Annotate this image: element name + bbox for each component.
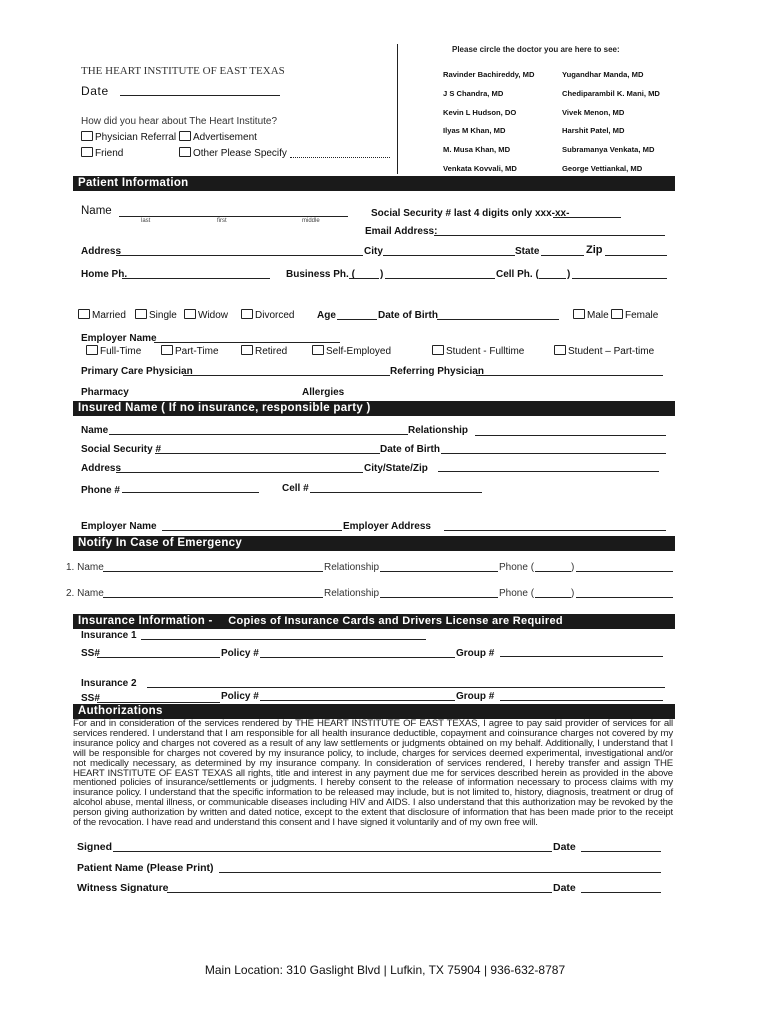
age-label: Age — [317, 310, 336, 321]
option-advertisement[interactable]: Advertisement — [179, 131, 257, 143]
insured-relationship-field[interactable] — [475, 435, 666, 436]
checkbox-icon — [81, 147, 93, 157]
zip-label: Zip — [586, 244, 603, 256]
insured-name-label: Name — [81, 425, 109, 436]
emergency-phone2-close: ) — [571, 588, 575, 599]
cell-phone-label: Cell Ph. ( — [496, 269, 539, 280]
checkbox-icon — [184, 309, 196, 319]
insured-cell-label: Cell # — [282, 483, 309, 494]
insurance1-policy-label: Policy # — [221, 648, 259, 659]
checkbox-icon — [241, 345, 253, 355]
doctor-option[interactable]: M. Musa Khan, MD — [443, 145, 511, 155]
insured-dob-label: Date of Birth — [380, 444, 440, 455]
option-widow[interactable]: Widow — [184, 309, 228, 321]
hear-question: How did you hear about The Heart Institute? — [81, 116, 278, 127]
option-single[interactable]: Single — [135, 309, 177, 321]
city-label: City — [364, 246, 383, 257]
emergency-phone1-field[interactable] — [576, 571, 673, 572]
witness-date-label: Date — [553, 882, 576, 894]
zip-field[interactable] — [605, 255, 667, 256]
patient-name-field[interactable] — [119, 216, 348, 217]
name-sub-last: last — [141, 218, 151, 224]
insurance1-group-field[interactable] — [500, 656, 663, 657]
insurance2-field[interactable] — [147, 687, 665, 688]
business-area-code-field[interactable] — [349, 278, 379, 279]
patient-print-label: Patient Name (Please Print) — [77, 862, 214, 874]
checkbox-icon — [611, 309, 623, 319]
doctor-list-right — [562, 66, 660, 179]
section-insurance — [73, 614, 675, 629]
emergency-name2-field[interactable] — [103, 597, 323, 598]
employer-name-label: Employer Name — [81, 333, 157, 344]
section-emergency: Notify In Case of Emergency — [73, 536, 675, 551]
emergency-relationship2-field[interactable] — [380, 597, 498, 598]
doctor-option[interactable]: Yugandhar Manda, MD — [562, 70, 644, 79]
name-sub-first: first — [217, 218, 227, 224]
checkbox-icon — [554, 345, 566, 355]
insured-address-field[interactable] — [116, 472, 363, 473]
emergency-phone1-area[interactable] — [535, 571, 571, 572]
signed-date-label: Date — [553, 841, 576, 853]
checkbox-icon — [179, 131, 191, 141]
checkbox-icon — [86, 345, 98, 355]
insurance2-ss-label: SS# — [81, 693, 100, 704]
date-field[interactable] — [120, 95, 280, 96]
state-field[interactable] — [541, 255, 584, 256]
home-phone-field[interactable] — [122, 278, 270, 279]
footer-location: Main Location: 310 Gaslight Blvd | Lufkin, TX 75904 | 936-632-8787 — [204, 963, 566, 977]
option-female[interactable]: Female — [611, 309, 658, 321]
age-field[interactable] — [337, 319, 377, 320]
insurance1-policy-field[interactable] — [260, 657, 455, 658]
doctor-option[interactable]: George Vettiankal, MD — [562, 163, 643, 173]
signed-date-field[interactable] — [581, 851, 661, 852]
insured-employer-field[interactable] — [162, 530, 342, 531]
patient-print-field[interactable] — [219, 872, 661, 873]
checkbox-icon — [135, 309, 147, 319]
insured-relationship-label: Relationship — [408, 425, 469, 436]
insurance2-ss-field[interactable] — [97, 702, 220, 703]
option-physician-referral[interactable]: Physician Referral — [81, 131, 176, 143]
doctor-option[interactable]: Subramanya Venkata, MD — [562, 145, 655, 155]
email-label: Email Address: — [365, 226, 438, 237]
checkbox-icon — [432, 345, 444, 355]
insurance1-group-label: Group # — [456, 648, 495, 659]
option-student-parttime[interactable]: Student – Part-time — [554, 345, 654, 357]
ssn-field[interactable] — [553, 217, 621, 218]
insurance2-group-field[interactable] — [500, 700, 663, 701]
checkbox-icon — [161, 345, 173, 355]
insured-phone-label: Phone # — [81, 485, 120, 496]
option-student-fulltime[interactable]: Student - Fulltime — [432, 345, 524, 357]
insurance2-policy-label: Policy # — [221, 691, 259, 702]
doctor-option[interactable]: Chediparambil K. Mani, MD — [562, 88, 660, 98]
business-phone-close: ) — [380, 269, 384, 280]
ssn-label: Social Security # last 4 digits only xxx-xx- — [371, 208, 570, 219]
emergency-phone2-label: Phone ( — [499, 588, 535, 599]
option-married[interactable]: Married — [78, 309, 126, 321]
insurance-note: Copies of Insurance Cards and Drivers License are Required — [228, 615, 563, 627]
pcp-label: Primary Care Physician — [81, 366, 193, 377]
doctor-option[interactable]: Harshit Patel, MD — [562, 126, 625, 136]
doctor-option[interactable]: Ilyas M Khan, MD — [443, 126, 506, 136]
city-field[interactable] — [383, 255, 515, 256]
authorization-text: For and in consideration of the services rendered by THE HEART INSTITUTE OF EAST TEXAS, I agree to pay said provider of services for all services rendered. I understand that I am responsible for all health insurance deductible, copayment and coinsurance charges not covered by my insurance policy and charges not covered as a result of any law settlements or judgments obtained on my behalf. Additionally, I understand that I will be responsible for charges not covered by my insurance policy, to include, charges for services deemed experimental, investigational and/or not medically necessary, as determined by my insurance company. In consideration of services rendered, I hereby transfer and assign THE HEART INSTITUTE OF EAST TEXAS all rights, title and interest in any payment due me for services described herein as provided in the above mentioned policies of insurance/settlements or judgments. I hereby consent to the release of information necessary to process claims with my insurance policy. I understand that the specific information to be released may include, but is not limited to, history, diagnosis, treatment or drug of alcohol abuse, mental illness, or communicable diseases including HIV and AIDS. I also understand that this authorization may be revoked by the person giving authorization by written and dated notice, except to the extent that disclosure of information that has been made prior to the receipt of the revocation. I have read and understand this consent and I have signed it voluntarily and of my own free will. — [73, 718, 673, 829]
header-divider — [397, 44, 398, 174]
insurance2-label: Insurance 2 — [81, 678, 137, 689]
allergies-label: Allergies — [302, 387, 345, 398]
doctor-option[interactable]: J S Chandra, MD — [443, 88, 504, 98]
insurance2-group-label: Group # — [456, 691, 495, 702]
insured-cell-field[interactable] — [310, 492, 482, 493]
patient-name-label: Name — [81, 205, 112, 217]
business-phone-field[interactable] — [385, 278, 495, 279]
address-label: Address — [81, 246, 122, 257]
doctor-option[interactable]: Kevin L Hudson, DO — [443, 107, 517, 117]
state-label: State — [515, 246, 540, 257]
emergency-relationship1-field[interactable] — [380, 571, 498, 572]
witness-label: Witness Signature — [77, 882, 169, 894]
section-authorizations: Authorizations — [73, 704, 675, 719]
doctor-option[interactable]: Vivek Menon, MD — [562, 107, 625, 117]
checkbox-icon — [179, 147, 191, 157]
insured-employer-label: Employer Name — [81, 521, 157, 532]
dob-label: Date of Birth — [378, 310, 438, 321]
section-patient-information: Patient Information — [73, 176, 675, 191]
insurance1-ss-label: SS# — [81, 648, 100, 659]
insured-employer-address-label: Employer Address — [343, 521, 431, 532]
home-phone-label: Home Ph. — [81, 269, 128, 280]
insurance1-field[interactable] — [141, 639, 426, 640]
insured-ssn-field[interactable] — [155, 453, 380, 454]
insurance2-policy-field[interactable] — [260, 700, 455, 701]
witness-date-field[interactable] — [581, 892, 661, 893]
other-specify-field[interactable] — [290, 157, 390, 158]
checkbox-icon — [312, 345, 324, 355]
insured-city-label: City/State/Zip — [364, 463, 428, 474]
insured-dob-field[interactable] — [441, 453, 666, 454]
cell-area-code-field[interactable] — [539, 278, 566, 279]
doctor-prompt: Please circle the doctor you are here to see: — [452, 45, 620, 54]
checkbox-icon — [573, 309, 585, 319]
insured-phone-field[interactable] — [122, 492, 259, 493]
option-friend[interactable]: Friend — [81, 147, 123, 159]
referring-physician-label: Referring Physician — [390, 366, 484, 377]
option-retired[interactable]: Retired — [241, 345, 287, 357]
doctor-option[interactable]: Venkata Kovvali, MD — [443, 163, 517, 173]
option-self-employed[interactable]: Self-Employed — [312, 345, 391, 357]
emergency-relationship2-label: Relationship — [324, 588, 380, 599]
insured-name-field[interactable] — [109, 434, 408, 435]
option-part-time[interactable]: Part-Time — [161, 345, 219, 357]
date-label: Date — [81, 84, 109, 98]
cell-phone-field[interactable] — [572, 278, 667, 279]
emergency-relationship1-label: Relationship — [324, 562, 380, 573]
signature-field[interactable] — [113, 851, 552, 852]
emergency-name1-label: 1. Name — [66, 562, 104, 573]
doctor-option[interactable]: Ravinder Bachireddy, MD — [443, 70, 535, 79]
option-male[interactable]: Male — [573, 309, 609, 321]
referring-physician-field[interactable] — [476, 375, 663, 376]
emergency-phone1-close: ) — [571, 562, 575, 573]
emergency-name1-field[interactable] — [103, 571, 323, 572]
insured-ssn-label: Social Security # — [81, 444, 162, 455]
insurance1-label: Insurance 1 — [81, 630, 137, 641]
emergency-phone1-label: Phone ( — [499, 562, 535, 573]
option-divorced[interactable]: Divorced — [241, 309, 294, 321]
insured-city-field[interactable] — [438, 471, 659, 472]
checkbox-icon — [78, 309, 90, 319]
checkbox-icon — [241, 309, 253, 319]
checkbox-icon — [81, 131, 93, 141]
section-insured-name: Insured Name ( If no insurance, responsible party ) — [73, 401, 675, 416]
option-full-time[interactable]: Full-Time — [86, 345, 141, 357]
doctor-list-left — [443, 66, 534, 179]
pcp-field[interactable] — [183, 375, 390, 376]
business-phone-label: Business Ph. ( — [286, 269, 355, 280]
emergency-phone2-area[interactable] — [535, 597, 571, 598]
option-other[interactable]: Other Please Specify — [179, 147, 287, 159]
signed-label: Signed — [77, 841, 113, 853]
witness-field[interactable] — [167, 892, 552, 893]
insured-employer-address-field[interactable] — [444, 530, 666, 531]
cell-phone-close: ) — [567, 269, 571, 280]
insurance1-ss-field[interactable] — [97, 657, 220, 658]
employer-name-field[interactable] — [154, 342, 340, 343]
emergency-name2-label: 2. Name — [66, 588, 104, 599]
institute-name: THE HEART INSTITUTE OF EAST TEXAS — [81, 65, 285, 77]
insured-address-label: Address — [81, 463, 122, 474]
emergency-phone2-field[interactable] — [576, 597, 673, 598]
name-sub-middle: middle — [302, 218, 320, 224]
pharmacy-label: Pharmacy — [81, 387, 129, 398]
dob-field[interactable] — [437, 319, 559, 320]
email-field[interactable] — [434, 235, 665, 236]
insurance-title: Insurance Information - — [78, 615, 213, 627]
address-field[interactable] — [116, 255, 363, 256]
